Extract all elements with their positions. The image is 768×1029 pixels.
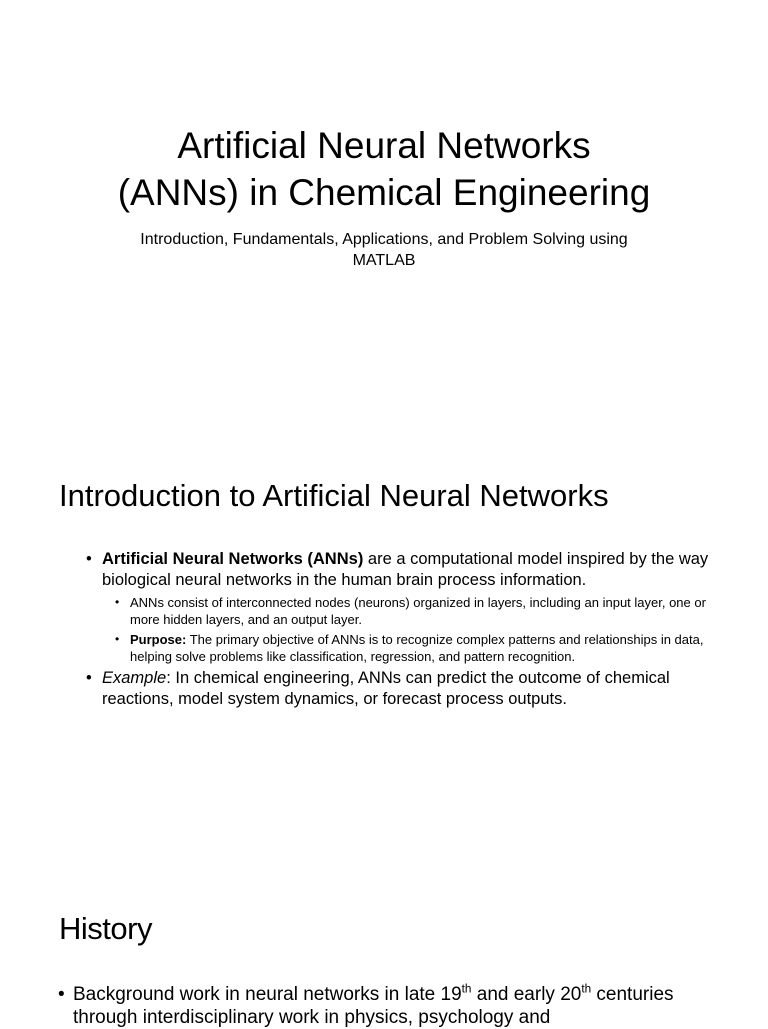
title-line-2: (ANNs) in Chemical Engineering bbox=[117, 172, 651, 213]
superscript: th bbox=[461, 982, 472, 996]
history-slide bbox=[0, 862, 768, 1028]
sub-list-item bbox=[115, 594, 716, 628]
bullet-icon: • bbox=[86, 669, 92, 687]
presentation-subtitle bbox=[100, 229, 668, 271]
list-item bbox=[58, 983, 698, 1029]
bullet-icon: • bbox=[115, 595, 120, 609]
title-slide bbox=[0, 0, 768, 432]
bullet-list bbox=[86, 549, 716, 710]
superscript: th bbox=[581, 982, 592, 996]
sub-list-item bbox=[115, 631, 716, 665]
subtitle-line-1: Introduction, Fundamentals, Applications, and Problem Solving using bbox=[140, 231, 628, 248]
bullet-list bbox=[58, 983, 698, 1029]
bold-label: Purpose: bbox=[130, 632, 187, 647]
list-item bbox=[86, 668, 716, 710]
italic-term: Example bbox=[102, 669, 167, 687]
title-line-1: Artificial Neural Networks bbox=[177, 125, 591, 166]
sub-bullet-list bbox=[102, 594, 716, 665]
introduction-slide bbox=[0, 432, 768, 862]
bullet-icon: • bbox=[86, 550, 92, 568]
subtitle-line-2: MATLAB bbox=[352, 252, 416, 269]
bullet-icon: • bbox=[58, 984, 65, 1005]
list-item bbox=[86, 549, 716, 665]
bullet-text: : In chemical engineering, ANNs can predict the outcome of chemical reactions, model system dynamics, or forecast process outputs. bbox=[102, 669, 670, 708]
bullet-text: are a computational model inspired by the way biological neural networks in the human brain process information. bbox=[102, 550, 709, 589]
presentation-title bbox=[0, 122, 768, 216]
bold-term: Artificial Neural Networks (ANNs) bbox=[102, 550, 364, 568]
slide-heading: Introduction to Artificial Neural Networks bbox=[59, 478, 609, 513]
bullet-text: centuries through interdisciplinary work in physics, psychology and bbox=[73, 984, 674, 1028]
sub-bullet-text: The primary objective of ANNs is to recognize complex patterns and relationships in data, helping solve problems like classification, regression, and pattern recognition. bbox=[130, 632, 704, 664]
bullet-icon: • bbox=[115, 632, 120, 646]
bullet-text: Background work in neural networks in late 19 bbox=[73, 984, 462, 1005]
slide-heading: History bbox=[59, 911, 152, 946]
sub-bullet-text: ANNs consist of interconnected nodes (neurons) organized in layers, including an input layer, one or more hidden layers, and an output layer. bbox=[130, 595, 706, 627]
bullet-text: and early 20 bbox=[471, 984, 582, 1005]
